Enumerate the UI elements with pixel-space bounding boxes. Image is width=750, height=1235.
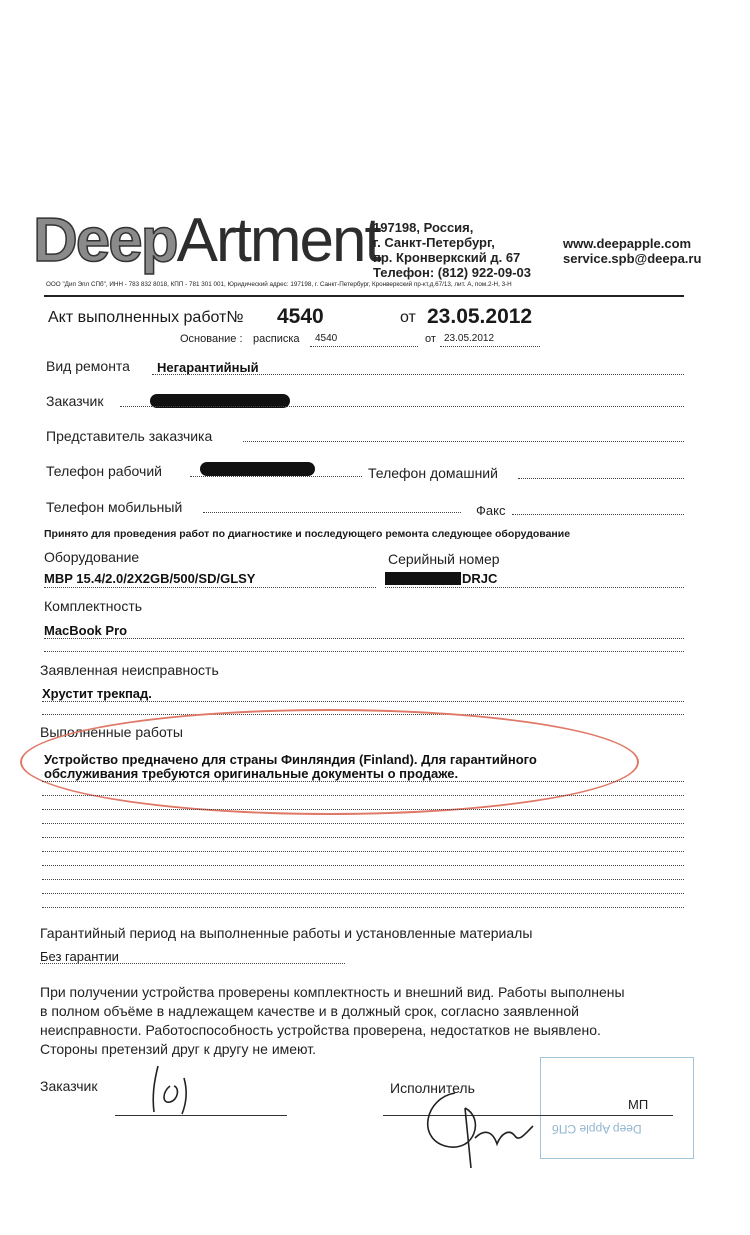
repair-type-value: Негарантийный [157, 360, 259, 375]
mobile-phone-label: Телефон мобильный [46, 499, 183, 515]
address-line-2: г. Санкт-Петербург, [373, 235, 495, 250]
legal-info: ООО "Дип Эпл СПб", ИНН - 783 832 8018, КПП - 781 301 001, Юридический адрес: 197198, г. Санкт-Петербург, Кронверкский пр-кт,д.67/13, лит. А, пом.2-Н, 3-Н [46, 281, 512, 288]
basis-type: расписка [253, 333, 300, 345]
statement-line-1: При получении устройства проверены комплектность и внешний вид. Работы выполнены [40, 984, 625, 1000]
fault-line-1 [42, 701, 684, 702]
statement-paragraph [40, 983, 625, 1059]
work-line-7 [42, 865, 684, 866]
home-phone-line [518, 478, 684, 479]
representative-label: Представитель заказчика [46, 428, 213, 444]
repair-type-line [152, 374, 684, 375]
customer-line [120, 406, 684, 407]
statement-line-3: неисправности. Работоспособность устройства проверена, недостатков не выявлено. [40, 1022, 601, 1038]
basis-date-prefix: от [425, 333, 436, 345]
home-phone-label: Телефон домашний [368, 465, 498, 481]
email-link[interactable]: service.spb@deepa.ru [563, 251, 702, 266]
logo-deep: Deep [33, 206, 177, 275]
executor-signature [415, 1088, 545, 1173]
act-date-prefix: от [400, 309, 416, 326]
fault-value: Хрустит трекпад. [42, 686, 152, 701]
work-line-6 [42, 851, 684, 852]
statement-line-4: Стороны претензий друг к другу не имеют. [40, 1041, 317, 1057]
act-date: 23.05.2012 [427, 305, 533, 328]
accepted-note: Принято для проведения работ по диагностике и последующего ремонта следующее оборудование [44, 528, 571, 540]
act-title: Акт выполненных работ№ [48, 309, 244, 326]
act-number: 4540 [277, 305, 324, 328]
work-line-9 [42, 893, 684, 894]
customer-signature [140, 1058, 210, 1118]
highlight-ellipse [20, 709, 639, 815]
work-line-1 [42, 781, 684, 782]
address-line-1: 197198, Россия, [373, 220, 474, 235]
executor-signature-label: Исполнитель [390, 1080, 475, 1096]
logo-artment: Artment [176, 206, 380, 275]
serial-label: Серийный номер [388, 551, 500, 567]
serial-line [385, 587, 684, 588]
work-phone-redaction [200, 462, 315, 476]
fax-label: Факс [476, 503, 506, 518]
customer-label: Заказчик [46, 393, 104, 409]
equipment-line [44, 587, 376, 588]
completeness-value: MacBook Pro [44, 623, 128, 638]
basis-date-line [440, 346, 540, 347]
work-phone-label: Телефон рабочий [46, 463, 162, 479]
work-line-3 [42, 809, 684, 810]
warranty-line [40, 963, 345, 964]
stamp-place-label: МП [628, 1097, 649, 1112]
fax-line [512, 514, 684, 515]
company-logo [33, 206, 380, 275]
warranty-value: Без гарантии [40, 949, 119, 964]
serial-redaction [385, 572, 461, 585]
company-address [373, 220, 531, 280]
work-done-label: Выполненные работы [40, 724, 183, 740]
basis-label: Основание : [180, 333, 243, 345]
stamp-text: Deep Apple СПб [552, 1122, 642, 1136]
repair-type-label: Вид ремонта [46, 358, 130, 374]
work-done-line-1: Устройство предначено для страны Финляндия (Finland). Для гарантийного [44, 752, 537, 767]
basis-number-line [310, 346, 418, 347]
basis-number: 4540 [315, 333, 338, 344]
header-divider [44, 295, 684, 297]
work-done-line-2: обслуживания требуются оригинальные документы о продаже. [44, 766, 459, 781]
completeness-label: Комплектность [44, 598, 143, 614]
address-line-3: пр. Кронверкский д. 67 [373, 250, 521, 265]
fault-label: Заявленная неисправность [40, 662, 219, 678]
statement-line-2: в полном объёме в надлежащем качестве и в должный срок, согласно заявленной [40, 1003, 579, 1019]
work-line-4 [42, 823, 684, 824]
company-stamp [540, 1057, 694, 1159]
address-phone: Телефон: (812) 922-09-03 [373, 265, 532, 280]
work-phone-line [190, 476, 362, 477]
customer-signature-label: Заказчик [40, 1078, 98, 1094]
work-line-8 [42, 879, 684, 880]
company-contacts [563, 236, 701, 266]
completeness-line-2 [44, 651, 684, 652]
mobile-phone-line [203, 512, 461, 513]
equipment-label: Оборудование [44, 549, 140, 565]
work-line-2 [42, 795, 684, 796]
equipment-value: MBP 15.4/2.0/2X2GB/500/SD/GLSY [44, 571, 256, 586]
representative-line [243, 441, 684, 442]
website-link[interactable]: www.deepapple.com [563, 236, 692, 251]
completeness-line-1 [44, 638, 684, 639]
work-line-10 [42, 907, 684, 908]
serial-value: DRJC [462, 571, 498, 586]
warranty-label: Гарантийный период на выполненные работы и установленные материалы [40, 925, 533, 941]
basis-date: 23.05.2012 [444, 333, 495, 344]
work-line-5 [42, 837, 684, 838]
